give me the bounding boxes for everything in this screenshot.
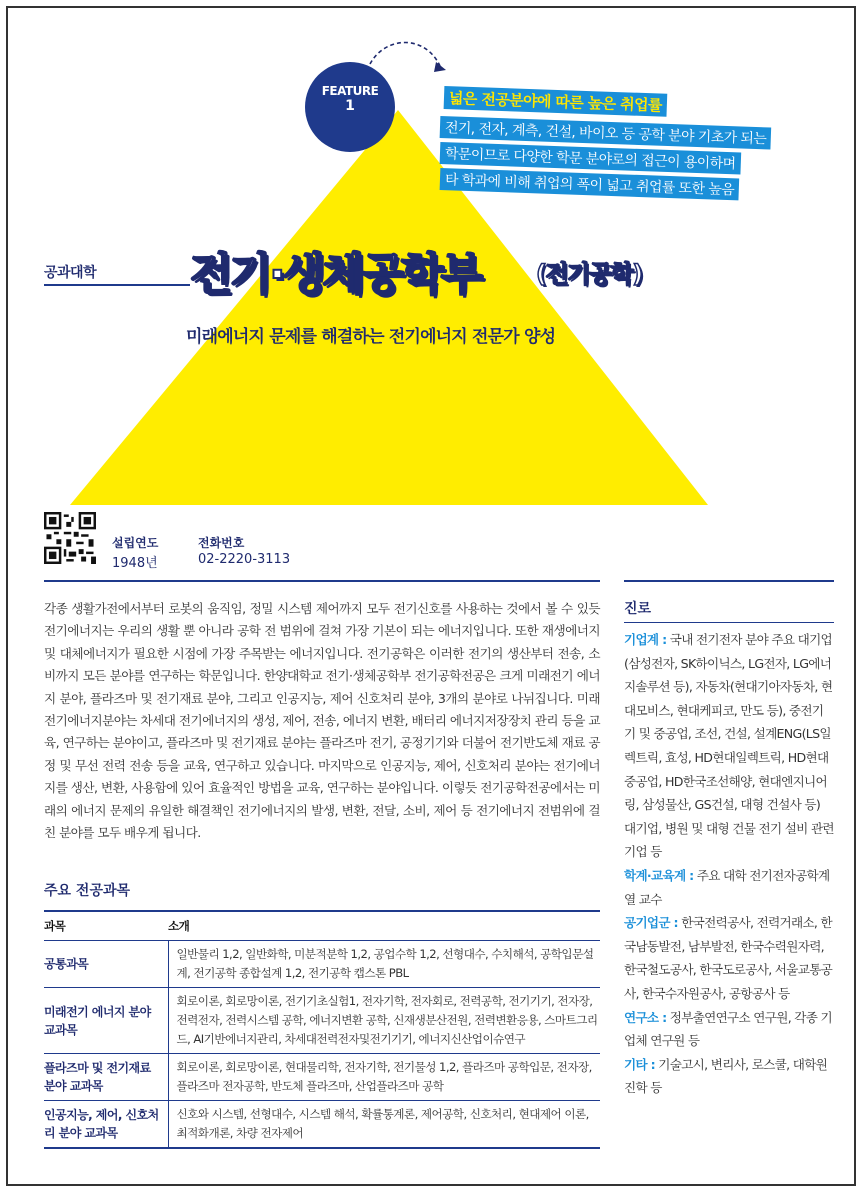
highlight-line-2: 학문이므로 다양한 학문 분야로의 접근이 용이하며 [440, 142, 741, 174]
highlight-lead: 넓은 전공분야에 따른 높은 취업률 [444, 86, 668, 117]
page-subtitle: 미래에너지 문제를 해결하는 전기에너지 전문가 양성 [186, 327, 556, 347]
career-text: 정부출연연구소 연구원, 각종 기업체 연구원 등 [624, 1009, 832, 1049]
career-text: 기술고시, 변리사, 로스쿨, 대학원 진학 등 [624, 1056, 828, 1096]
founded-value: 1948년 [112, 556, 158, 571]
col-header-intro: 소개 [168, 911, 600, 941]
page-title-sub: (전기공학) [536, 260, 642, 288]
career-key: 기업계 : [624, 632, 667, 647]
highlight-line-1: 전기, 전자, 계측, 건설, 바이오 등 공학 분야 기초가 되는 [440, 116, 772, 150]
college-label: 공과대학 [44, 265, 97, 281]
row-category: 인공지능, 제어, 신호처리 분야 교과목 [44, 1101, 168, 1149]
page-title: 전기·생체공학부 [190, 249, 481, 300]
phone-label: 전화번호 [198, 536, 245, 550]
phone-value[interactable]: 02-2220-3113 [198, 552, 291, 567]
career-key: 학계·교육계 : [624, 867, 694, 883]
career-item [624, 1053, 834, 1100]
arrow-head-icon [434, 62, 446, 72]
career-top-rule [624, 580, 834, 582]
career-key: 공기업군 : [624, 915, 678, 931]
table-row [44, 941, 600, 988]
career-text: 주요 대학 전기전자공학계열 교수 [624, 867, 830, 907]
subjects-table [44, 910, 600, 1149]
career-text: 한국전력공사, 전력거래소, 한국남동발전, 남부발전, 한국수력원자력, 한국철도공사, 한국도로공사, 서울교통공사, 한국수자원공사, 공항공사 등 [624, 915, 833, 1001]
founded-label: 설립연도 [112, 536, 159, 550]
table-row [44, 988, 600, 1054]
row-category: 공통과목 [44, 941, 168, 988]
feature-badge [305, 62, 395, 152]
main-top-rule [44, 580, 600, 582]
career-item [624, 864, 834, 911]
career-item [624, 628, 834, 864]
intro-text: 각종 생활가전에서부터 로봇의 움직임, 정밀 시스템 제어까지 모두 전기신호를 사용하는 것에서 볼 수 있듯 전기에너지는 우리의 생활 뿐 아니라 공학 전 범위에 걸쳐 가장 기본이 되는 에너지입니다. 또한 재생에너지 및 대체에너지가 필요한 시점에 가장 주목받는 에너지입니다. 전기공학은 이러한 전기의 생산부터 전송, 소비까지 모든 분야를 연구하는 학문입니다. 한양대학교 전기·생체공학부 전기공학전공은 크게 미래전기 에너지 분야, 플라즈마 및 전기재료 분야, 그리고 인공지능, 제어 신호처리 분야, 3개의 분야로 나뉘집니다. 미래전기에너지분야는 차세대 전기에너지의 생성, 제어, 전송, 에너지 변환, 배터리 에너지저장장치 관리 등을 교육, 연구하는 분야이고, 플라즈마 및 전기재료 분야는 플라즈마 전기, 공정기기와 더불어 전기반도체 재료 공정 및 무선 전력 전송 등을 교육, 연구하고 있습니다. 마지막으로 인공지능, 제어, 신호처리 분야는 전기에너지를 생산, 변환, 사용함에 있어 효율적인 방법을 교육, 연구하는 분야입니다. 이렇듯 전기공학전공에서는 미래의 에너지 문제의 유일한 해결책인 전기에너지의 발생, 변환, 전달, 소비, 제어 등 전기에너지 전범위에 걸친 분야를 모두 배우게 됩니다. [44, 601, 600, 841]
career-text: 국내 전기전자 분야 주요 대기업(삼성전자, SK하이닉스, LG전자, LG에너지솔루션 등), 자동차(현대기아자동차, 현대모비스, 현대케피코, 만도 등), 중전기기 및 중공업, 조선, 건설, 설계ENG(LS일렉트릭, 효성, HD현대일렉트릭, HD현대중공업, HD한국조선해양, 현대엔지니어링, 삼성물산, GS건설, 대형 건설사 등) 대기업, 병원 및 대형 건물 전기 설비 관련 기업 등 [624, 632, 834, 860]
row-description: 회로이론, 회로망이론, 전기기초실험1, 전자기학, 전자회로, 전력공학, 전기기기, 전자장, 전력전자, 전력시스템 공학, 에너지변환 공학, 신재생분산전원, 전력변환응용, 스마트그리드, AI기반에너지관리, 차세대전력전자및전기기기, 에너지신산업이슈연구 [168, 988, 600, 1054]
feature-label: FEATURE [321, 84, 379, 98]
col-header-subject: 과목 [44, 911, 168, 941]
highlight-line-3: 타 학과에 비해 취업의 폭이 넓고 취업률 또한 높음 [440, 168, 740, 200]
dashed-arrow [370, 43, 440, 67]
career-key: 연구소 : [624, 1009, 667, 1025]
table-header-row [44, 911, 600, 941]
career-item [624, 911, 834, 1005]
row-description: 일반물리 1,2, 일반화학, 미분적분학 1,2, 공업수학 1,2, 선형대수, 수치해석, 공학입문설계, 전기공학 종합설계 1,2, 전기공학 캡스톤 PBL [168, 941, 600, 988]
row-description: 회로이론, 회로망이론, 현대물리학, 전자기학, 전기물성 1,2, 플라즈마 공학입문, 전자장, 플라즈마 전자공학, 반도체 플라즈마, 산업플라즈마 공학 [168, 1054, 600, 1101]
career-item [624, 1006, 834, 1053]
table-row [44, 1101, 600, 1149]
feature-number: 1 [345, 98, 355, 114]
career-heading-rule [624, 622, 834, 623]
table-row [44, 1054, 600, 1101]
row-category: 플라즈마 및 전기재료 분야 교과목 [44, 1054, 168, 1101]
career-key: 기타 : [624, 1056, 655, 1072]
career-list [624, 628, 834, 1100]
career-heading: 진로 [624, 601, 652, 617]
qr-code-icon[interactable] [44, 512, 96, 564]
row-description: 신호와 시스템, 선형대수, 시스템 해석, 확률통계론, 제어공학, 신호처리, 현대제어 이론, 최적화개론, 차량 전자제어 [168, 1101, 600, 1149]
subjects-heading: 주요 전공과목 [44, 883, 131, 899]
row-category: 미래전기 에너지 분야 교과목 [44, 988, 168, 1054]
college-underline [44, 284, 190, 286]
